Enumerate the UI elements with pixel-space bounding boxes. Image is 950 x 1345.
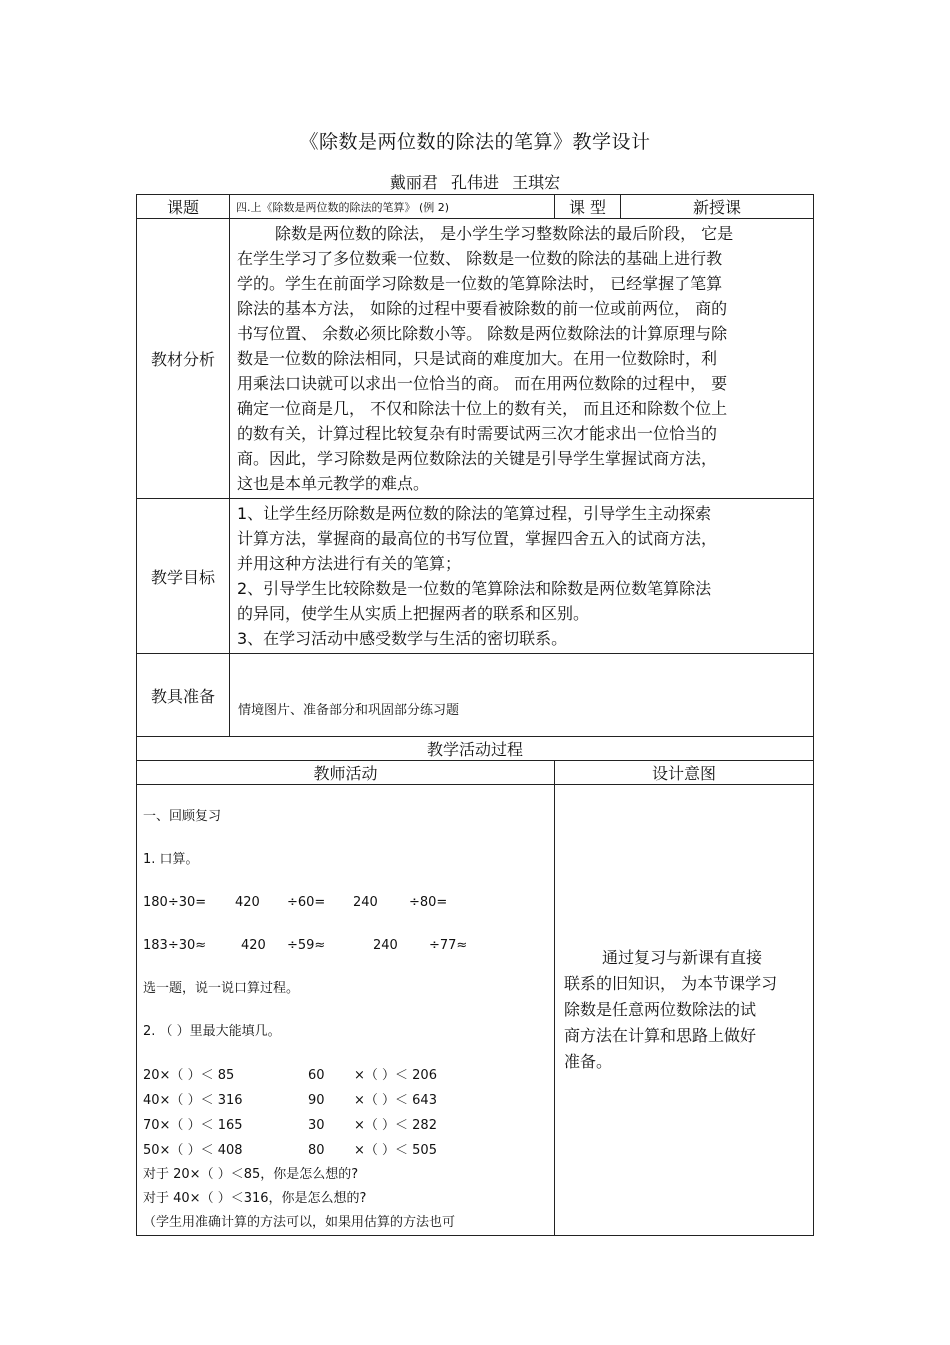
fill-row: 70×（ ）＜ 165 30 ×（ ）＜ 282 [143,1118,437,1133]
goals-row [137,499,814,654]
process-columns-row [137,761,814,785]
fill-row: 20×（ ）＜ 85 60 ×（ ）＜ 206 [143,1068,437,1083]
analysis-line: 数是一位数的除法相同，只是试商的难度加大。在用一位数除时，利 [237,349,718,368]
analysis-line: 商。因此，学习除数是两位数除法的关键是引导学生掌握试商方法， [237,449,718,468]
analysis-line: 书写位置、 余数必须比除数小等。 除数是两位数除法的计算原理与除 [237,324,728,343]
analysis-line: 确定一位商是几， 不仅和除法十位上的数有关， 而且还和除数个位上 [237,399,728,418]
authors: 戴丽君 孔伟进 王琪宏 [389,173,561,192]
pick-one-instruction: 选一题，说一说口算过程。 [143,981,300,996]
col-teacher-activity: 教师活动 [137,761,555,785]
review-heading: 一、回顾复习 [143,809,222,824]
goal-line: 并用这种方法进行有关的笔算； [237,554,462,573]
topic-value: 四.上《除数是两位数的除法的笔算》 (例 2) [230,195,555,219]
analysis-line: 用乘法口诀就可以求出一位恰当的商。 而在用两位数除的过程中， 要 [237,374,728,393]
process-content-row [137,785,814,1236]
intent-line: 通过复习与新课有直接 [602,948,763,967]
analysis-line: 学的。学生在前面学习除数是一位数的笔算除法时， 已经掌握了笔算 [237,274,723,293]
analysis-line: 在学生学习了多位数乘一位数、 除数是一位数的除法的基础上进行教 [237,249,723,268]
lesson-type-value: 新授课 [621,195,814,219]
calc-row: 183÷30≈ 420 ÷59≈ 240 ÷77≈ [143,938,468,953]
analysis-row [137,219,814,499]
process-heading-row [137,737,814,761]
col-design-intent: 设计意图 [555,761,814,785]
goals-text [230,499,814,654]
fill-row: 50×（ ）＜ 408 80 ×（ ）＜ 505 [143,1143,437,1158]
fill-in-heading: 2. （ ）里最大能填几。 [143,1024,281,1039]
student-note: （学生用准确计算的方法可以，如果用估算的方法也可 [143,1215,456,1230]
process-heading: 教学活动过程 [137,737,814,761]
fill-row: 40×（ ）＜ 316 90 ×（ ）＜ 643 [143,1093,437,1108]
intent-line: 准备。 [564,1052,613,1071]
goal-line: 2、引导学生比较除数是一位数的笔算除法和除数是两位数笔算除法 [237,579,712,598]
analysis-line: 的数有关，计算过程比较复杂有时需要试两三次才能求出一位恰当的 [237,424,718,443]
label-analysis: 教材分析 [137,219,230,499]
goal-line: 1、让学生经历除数是两位数的除法的笔算过程，引导学生主动探索 [237,504,712,523]
analysis-line: 这也是本单元教学的难点。 [237,474,430,493]
analysis-line: 除数是两位数的除法， 是小学生学习整数除法的最后阶段， 它是 [275,224,734,243]
goal-line: 计算方法，掌握商的最高位的书写位置，掌握四舍五入的试商方法， [237,529,718,548]
intent-line: 除数是任意两位数除法的试 [564,1000,757,1019]
analysis-line: 除法的基本方法， 如除的过程中要看被除数的前一位或前两位， 商的 [237,299,728,318]
teacher-activity-cell [137,785,555,1236]
goal-line: 的异同，使学生从实质上把握两者的联系和区别。 [237,604,590,623]
goal-line: 3、在学习活动中感受数学与生活的密切联系。 [237,629,568,648]
tools-row [137,654,814,737]
document-title: 《除数是两位数的除法的笔算》教学设计 [299,131,651,153]
label-goals: 教学目标 [137,499,230,654]
intent-line: 联系的旧知识， 为本节课学习 [564,974,778,993]
label-tools: 教具准备 [137,654,230,737]
label-topic: 课题 [137,195,230,219]
tools-text: 情境图片、准备部分和巩固部分练习题 [230,654,814,737]
calc-row: 180÷30= 420 ÷60= 240 ÷80= [143,895,448,910]
design-intent-cell [555,785,814,1236]
label-lesson-type: 课 型 [555,195,621,219]
intent-line: 商方法在计算和思路上做好 [564,1026,757,1045]
analysis-text [230,219,814,499]
question-line: 对于 40×（ ）＜316，你是怎么想的? [143,1191,367,1206]
lesson-plan-table [136,194,813,1236]
question-line: 对于 20×（ ）＜85，你是怎么想的? [143,1167,359,1182]
oral-calc-heading: 1. 口算。 [143,852,199,867]
header-row [137,195,814,219]
